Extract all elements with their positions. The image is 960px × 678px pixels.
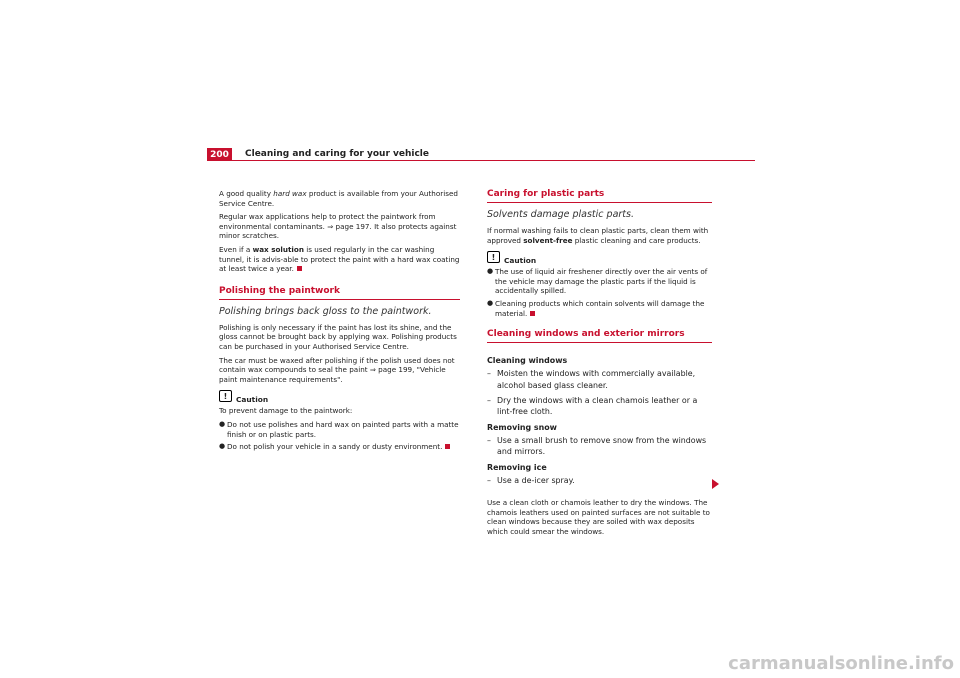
instruction-step: – Dry the windows with a clean chamois leather or a lint-free cloth. bbox=[487, 395, 698, 417]
removing-snow-heading: Removing snow bbox=[487, 422, 557, 432]
caution-label: Caution bbox=[236, 395, 269, 405]
section-end-mark bbox=[445, 444, 450, 449]
header-divider bbox=[207, 160, 755, 161]
chamois-note: Use a clean cloth or chamois leather to dry the windows. The chamois leathers used on painted surfaces are not suitable to clean windows because they are soiled with wax deposits which could smear the windows. bbox=[487, 498, 710, 536]
watermark: carmanualsonline.info bbox=[728, 653, 954, 674]
caution-bullet: ● The use of liquid air freshener directly over the air vents of the vehicle may damage the plastic parts if the liquid is accidentally spilled. bbox=[487, 267, 708, 296]
cleaning-windows-heading: Cleaning windows bbox=[487, 356, 568, 366]
subtitle-plastic: Solvents damage plastic parts. bbox=[487, 209, 634, 220]
caution-header bbox=[487, 251, 712, 265]
caution-intro: To prevent damage to the paintwork: bbox=[219, 406, 353, 416]
bullet-icon: ● bbox=[219, 419, 226, 428]
instruction-step: – Moisten the windows with commercially available, alcohol based glass cleaner. bbox=[487, 369, 696, 390]
caution-icon: ! bbox=[487, 251, 500, 263]
running-header-title: Cleaning and caring for your vehicle bbox=[245, 149, 429, 159]
plastic-cleaning-paragraph: If normal washing fails to clean plastic parts, clean them with approved solvent-free plastic cleaning and care products. bbox=[487, 226, 709, 245]
section-title-polishing: Polishing the paintwork bbox=[219, 286, 460, 300]
polishing-paragraph: Polishing is only necessary if the paint has lost its shine, and the gloss cannot be brought back by applying wax. Polishing products can be purchased in your Authorised Service Centre. bbox=[219, 322, 457, 351]
bullet-icon: ● bbox=[487, 267, 494, 276]
section-title-plastic: Caring for plastic parts bbox=[487, 189, 712, 203]
wax-applications-paragraph: Regular wax applications help to protect the paintwork from environmental contaminants. ⇒ page 197. It also protects against minor scratches. bbox=[219, 212, 457, 241]
removing-ice-heading: Removing ice bbox=[487, 462, 547, 472]
bullet-icon: ● bbox=[487, 298, 494, 307]
bullet-icon: ● bbox=[219, 442, 226, 451]
caution-icon: ! bbox=[219, 390, 232, 402]
caution-header bbox=[219, 390, 460, 404]
caution-bullet: ● Do not polish your vehicle in a sandy or dusty environment. bbox=[219, 442, 460, 452]
section-end-mark bbox=[297, 266, 302, 271]
caution-bullet: ● Cleaning products which contain solvents will damage the material. bbox=[487, 298, 705, 318]
section-title-windows: Cleaning windows and exterior mirrors bbox=[487, 329, 712, 343]
caution-bullet: ● Do not use polishes and hard wax on painted parts with a matte finish or on plastic parts. bbox=[219, 419, 459, 439]
page-number: 200 bbox=[207, 148, 232, 161]
subtitle-polishing: Polishing brings back gloss to the paintwork. bbox=[219, 305, 432, 317]
caution-label: Caution bbox=[504, 256, 537, 266]
left-column bbox=[219, 189, 460, 455]
wax-solution-paragraph: Even if a wax solution is used regularly in the car washing tunnel, it is advis-able to protect the paint with a hard wax coating at least twice a year. bbox=[219, 244, 460, 274]
continue-arrow-icon bbox=[712, 479, 719, 489]
waxing-after-polishing-paragraph: The car must be waxed after polishing if the polish used does not contain wax compounds to seal the paint ⇒ page 199, "Vehicle paint maintenance requirements". bbox=[219, 355, 455, 384]
section-end-mark bbox=[530, 311, 535, 316]
hard-wax-paragraph: A good quality hard wax product is available from your Authorised Service Centre. bbox=[219, 189, 458, 208]
instruction-step: – Use a de-icer spray. bbox=[487, 475, 575, 485]
right-column bbox=[487, 189, 712, 540]
instruction-step: – Use a small brush to remove snow from the windows and mirrors. bbox=[487, 435, 707, 457]
